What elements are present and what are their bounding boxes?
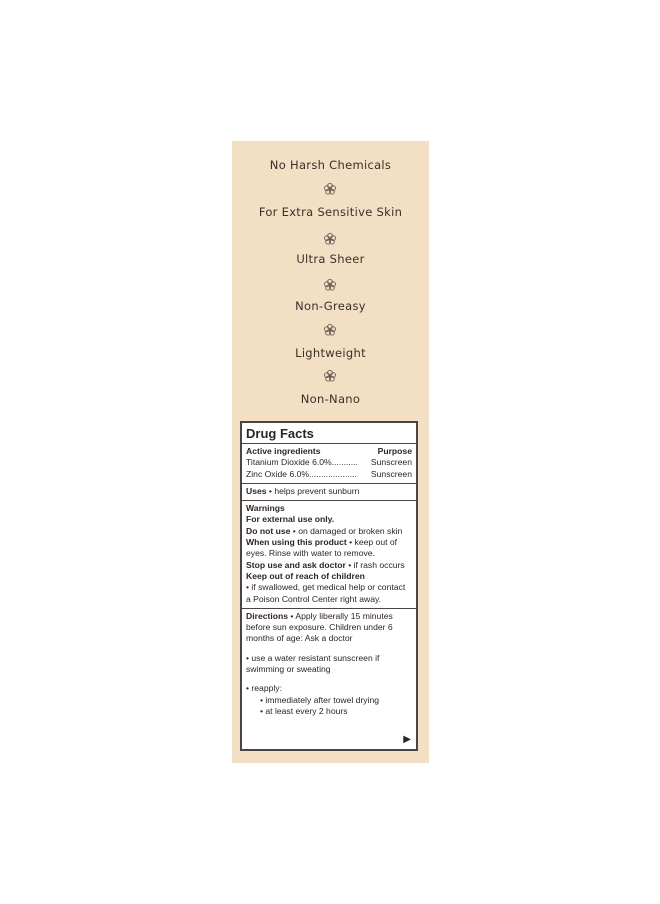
ingredient-name: Zinc Oxide 6.0%.................... — [246, 468, 357, 479]
warnings-section — [242, 500, 416, 608]
reapply-item: • immediately after towel drying — [260, 694, 380, 705]
claim-no-harsh-chemicals: No Harsh Chemicals — [269, 158, 392, 172]
ingredient-row — [246, 469, 412, 480]
uses-text: • helps prevent sunburn — [266, 485, 360, 496]
keep-out-text: • if swallowed, get medical help or contact a Poison Control Center right away. — [246, 582, 406, 604]
flower-icon — [323, 369, 337, 383]
reapply-item: • at least every 2 hours — [260, 705, 348, 716]
when-using-text: • keep out of eyes. Rinse with water to remove. — [246, 537, 398, 559]
flower-icon — [323, 232, 337, 246]
warnings-label: Warnings — [246, 503, 285, 514]
triangle-right-icon: ▶ — [403, 734, 411, 745]
uses-label: Uses — [246, 485, 267, 496]
ingredient-purpose: Sunscreen — [370, 457, 412, 468]
uses-section — [242, 483, 416, 500]
stop-use-label: Stop use and ask doctor — [246, 559, 346, 570]
flower-icon — [323, 182, 337, 196]
do-not-use-label: Do not use — [246, 525, 291, 536]
ingredient-row — [246, 457, 412, 468]
claims-list — [232, 141, 429, 411]
claim-extra-sensitive-skin: For Extra Sensitive Skin — [258, 205, 403, 219]
purpose-header: Purpose — [377, 446, 412, 456]
directions-label: Directions — [246, 610, 289, 621]
active-ingredients-section — [242, 444, 416, 483]
external-use-text: For external use only. — [246, 514, 335, 525]
directions-section — [242, 608, 416, 720]
reapply-text: • reapply: — [246, 683, 282, 694]
flower-icon — [323, 323, 337, 337]
drug-facts-title: Drug Facts — [242, 423, 416, 444]
water-resistant-text: • use a water resistant sunscreen if swimming or sweating — [246, 652, 380, 675]
drug-facts-box — [240, 421, 418, 751]
directions-text: • Apply liberally 15 minutes before sun exposure. Children under 6 months of age: Ask a doctor — [246, 610, 393, 644]
stop-use-text: • if rash occurs — [345, 559, 405, 570]
claim-lightweight: Lightweight — [295, 346, 366, 360]
ingredient-purpose: Sunscreen — [370, 468, 412, 479]
claim-non-nano: Non-Nano — [300, 392, 361, 406]
keep-out-label: Keep out of reach of children — [246, 570, 365, 581]
product-panel — [232, 141, 429, 763]
claim-ultra-sheer: Ultra Sheer — [296, 252, 365, 266]
flower-icon — [323, 278, 337, 292]
do-not-use-text: • on damaged or broken skin — [290, 525, 403, 536]
claim-non-greasy: Non-Greasy — [295, 299, 366, 313]
active-ingredients-header: Active ingredients — [246, 446, 321, 456]
ingredient-name: Titanium Dioxide 6.0%........... — [246, 457, 358, 468]
when-using-label: When using this product — [246, 537, 347, 548]
